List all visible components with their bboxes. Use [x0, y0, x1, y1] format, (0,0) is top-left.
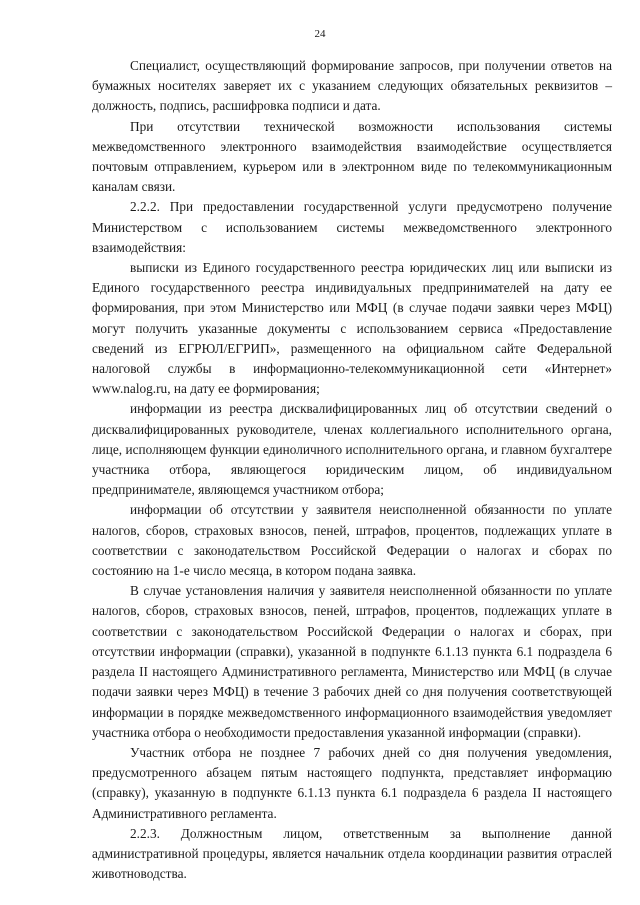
paragraph-egrul-egrip-extract: выписки из Единого государственного реестра юридических лиц или выписки из Единого государственного реестра индивидуальных предпринимателей на дату ее формирования, при этом Министерство или МФЦ (в случае подачи заявки через МФЦ) могут получить указанные документы с использованием сервиса «Предоставление сведений из ЕГРЮЛ/ЕГРИП», размещенного на официальном сайте Федеральной налоговой службы в информационно-телекоммуникационной сети «Интернет» www.nalog.ru, на дату ее формирования; [92, 260, 612, 397]
paragraph-2-2-3-responsible: 2.2.3. Должностным лицом, ответственным за выполнение данной административной процедуры, является начальник отдела координации развития отраслей животноводства. [92, 825, 612, 882]
paragraph-2-2-2-intro: 2.2.2. При предоставлении государственной услуги предусмотрено получение Министерством с использованием системы межведомственного электронного взаимодействия: [92, 199, 612, 255]
document-body [92, 56, 612, 884]
paragraph-specialist-verification: Специалист, осуществляющий формирование запросов, при получении ответов на бумажных носителях заверяет их с указанием следующих обязательных реквизитов – должность, подпись, расшифровка подписи и дата. [92, 58, 612, 114]
paragraph-no-technical-possibility: При отсутствии технической возможности использования системы межведомственного электронного взаимодействия взаимодействие осуществляется почтовым отправлением, курьером или в электронном виде по телекоммуникационным каналам связи. [92, 118, 612, 195]
paragraph-disqualified-registry: информации из реестра дисквалифицированных лиц об отсутствии сведений о дисквалифицированных руководителе, членах коллегиального исполнительного органа, лице, исполняющем функции единоличного исполнительного органа, и главном бухгалтере участника отбора, являющегося юридическим лицом, об индивидуальном предпринимателе, являющемся участником отбора; [92, 401, 612, 498]
paragraph-tax-debt-notification: В случае установления наличия у заявителя неисполненной обязанности по уплате налогов, сборов, страховых взносов, пеней, штрафов, процентов, подлежащих уплате в соответствии с законодательством Российской Федерации о налогах и сборах, при отсутствии информации (справки), указанной в подпункте 6.1.13 пункта 6.1 подраздела 6 раздела II настоящего Административного регламента, Министерство или МФЦ (в случае подачи заявки через МФЦ) в течение 3 рабочих дней со дня получения соответствующей информации в порядке межведомственного информационного взаимодействия уведомляет участника отбора о необходимости предоставления указанной информации (справки). [92, 583, 612, 740]
paragraph-tax-obligation-info: информации об отсутствии у заявителя неисполненной обязанности по уплате налогов, сборов, страховых взносов, пеней, штрафов, процентов, подлежащих уплате в соответствии с законодательством Российской Федерации о налогах и сборах по состоянию на 1-е число месяца, в котором подана заявка. [92, 502, 612, 579]
page-number: 24 [314, 28, 326, 40]
paragraph-participant-submission: Участник отбора не позднее 7 рабочих дней со дня получения уведомления, предусмотренного абзацем пятым настоящего подпункта, представляет информацию (справку), указанную в подпункте 6.1.13 пункта 6.1 подраздела 6 раздела II настоящего Административного регламента. [92, 744, 612, 821]
